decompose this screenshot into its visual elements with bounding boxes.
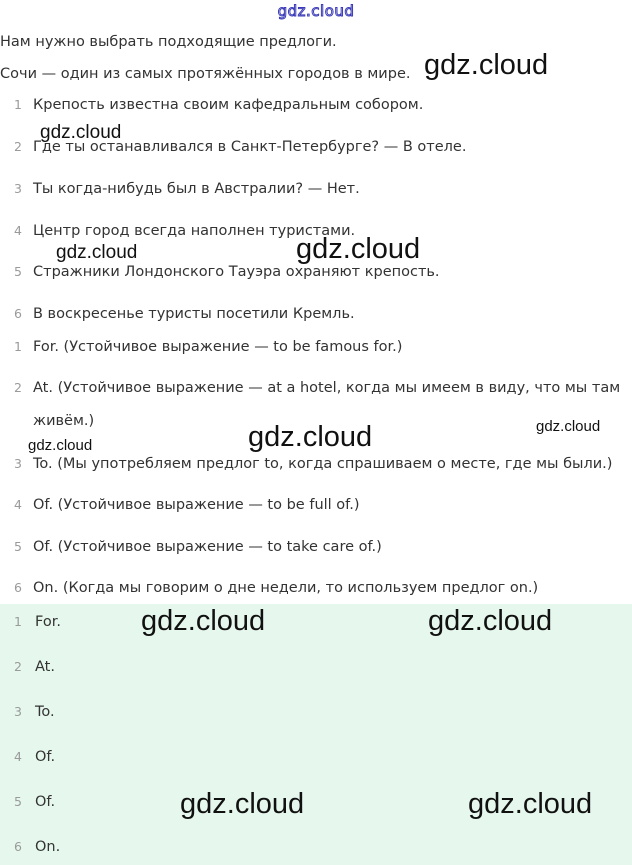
instruction-text: Нам нужно выбрать подходящие предлоги. — [0, 34, 337, 50]
item-text: Of. (Устойчивое выражение — to be full of.) — [33, 497, 360, 513]
item-number: 3 — [14, 456, 22, 471]
watermark: gdz.cloud — [428, 605, 553, 637]
watermark: gdz.cloud — [28, 437, 93, 454]
watermark: gdz.cloud — [248, 421, 373, 453]
item-number: 6 — [14, 306, 22, 321]
item-text: Of. — [35, 749, 56, 765]
item-text: On. (Когда мы говорим о дне недели, то используем предлог on.) — [33, 580, 539, 596]
item-number: 2 — [14, 659, 22, 674]
watermark: gdz.cloud — [56, 242, 138, 263]
item-number: 5 — [14, 264, 22, 279]
item-number: 1 — [14, 97, 22, 112]
item-text: Крепость известна своим кафедральным собором. — [33, 97, 424, 113]
site-logo[interactable]: gdz.cloud — [277, 2, 355, 20]
item-text: For. — [35, 614, 61, 630]
explanation-continuation: живём.) — [33, 413, 95, 429]
item-number: 3 — [14, 181, 22, 196]
item-text: To. (Мы употребляем предлог to, когда спрашиваем о месте, где мы были.) — [33, 456, 613, 472]
example-sentence: Сочи — один из самых протяжённых городов в мире. — [0, 66, 411, 82]
item-number: 4 — [14, 223, 22, 238]
item-number: 5 — [14, 539, 22, 554]
watermark: gdz.cloud — [40, 122, 122, 143]
item-text: Ты когда-нибудь был в Австралии? — Нет. — [33, 181, 360, 197]
item-number: 6 — [14, 839, 22, 854]
item-text: Центр город всегда наполнен туристами. — [33, 223, 356, 239]
item-text: Где ты останавливался в Санкт-Петербурге? — В отеле. — [33, 139, 467, 155]
watermark: gdz.cloud — [180, 788, 305, 820]
item-text: At. — [35, 659, 55, 675]
item-text: В воскресенье туристы посетили Кремль. — [33, 306, 355, 322]
item-text: Стражники Лондонского Тауэра охраняют крепость. — [33, 264, 440, 280]
item-text: To. — [35, 704, 55, 720]
item-number: 6 — [14, 580, 22, 595]
item-text: For. (Устойчивое выражение — to be famous for.) — [33, 339, 403, 355]
watermark: gdz.cloud — [468, 788, 593, 820]
watermark: gdz.cloud — [424, 49, 549, 81]
item-text: Of. (Устойчивое выражение — to take care of.) — [33, 539, 382, 555]
item-text: At. (Устойчивое выражение — at a hotel, когда мы имеем в виду, что мы там — [33, 380, 621, 396]
item-number: 4 — [14, 497, 22, 512]
watermark: gdz.cloud — [536, 418, 601, 435]
item-number: 1 — [14, 614, 22, 629]
item-number: 2 — [14, 380, 22, 395]
item-number: 5 — [14, 794, 22, 809]
item-number: 2 — [14, 139, 22, 154]
answers-panel — [0, 604, 632, 865]
item-text: Of. — [35, 794, 56, 810]
watermark: gdz.cloud — [296, 233, 421, 265]
item-text: On. — [35, 839, 61, 855]
item-number: 3 — [14, 704, 22, 719]
item-number: 1 — [14, 339, 22, 354]
item-number: 4 — [14, 749, 22, 764]
watermark: gdz.cloud — [141, 605, 266, 637]
